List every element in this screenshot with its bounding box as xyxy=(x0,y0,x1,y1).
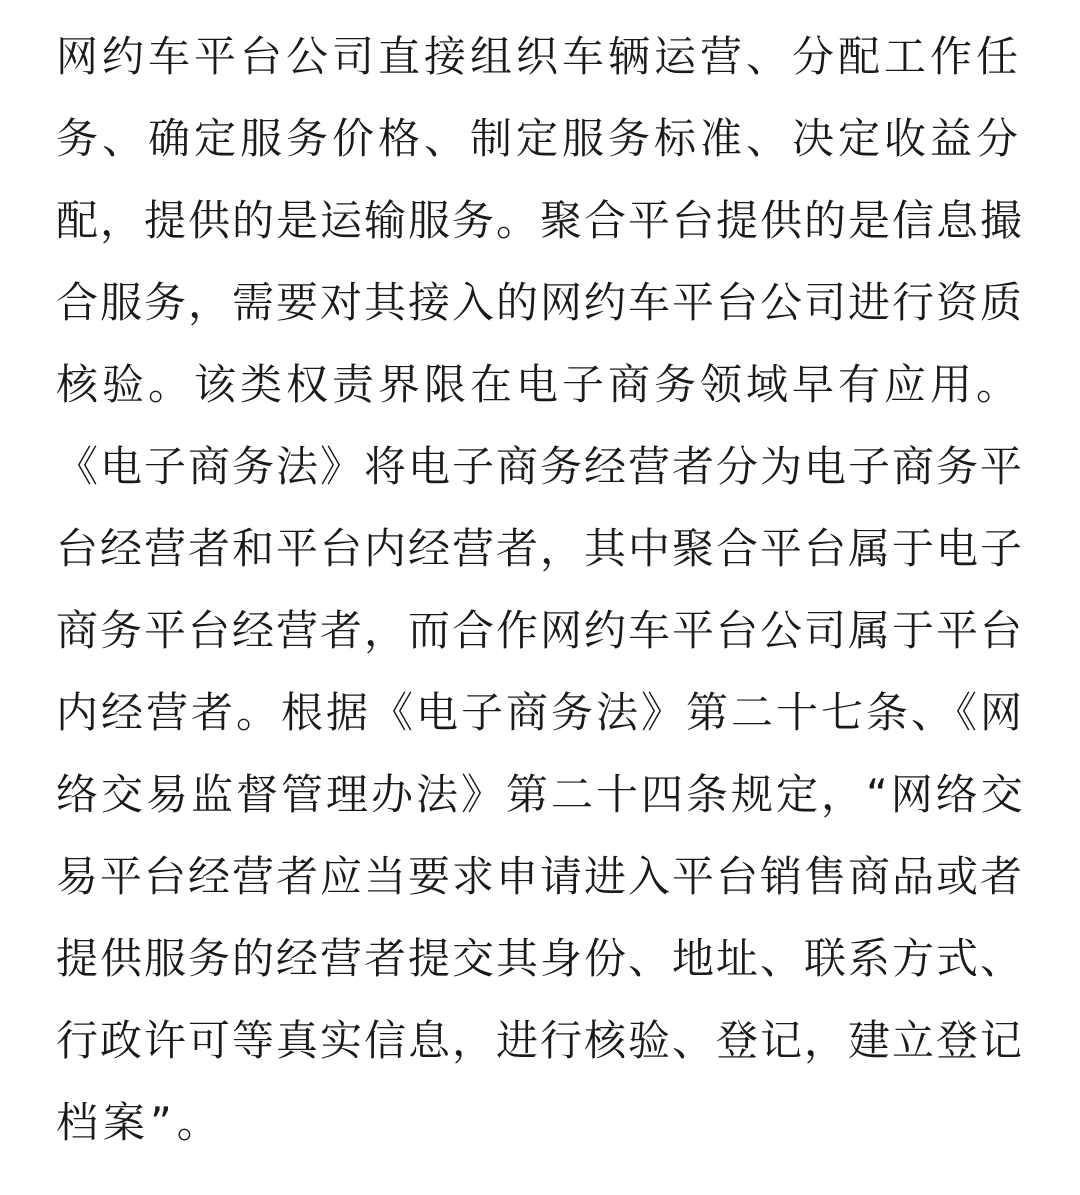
text-line: 《电子商务法》将电子商务经营者分为电子商务平 xyxy=(56,442,1025,491)
text-line: 务、确定服务价格、制定服务标准、决定收益分 xyxy=(56,114,1023,163)
text-line: 内经营者。根据《电子商务法》第二十七条、《网 xyxy=(56,688,1026,737)
text-line: 行政许可等真实信息，进行核验、登记，建立登记 xyxy=(56,1016,1025,1065)
text-line: 网约车平台公司直接组织车辆运营、分配工作任 xyxy=(56,32,1023,81)
text-line: 提供服务的经营者提交其身份、地址、联系方式、 xyxy=(56,934,1025,983)
text-line: 易平台经营者应当要求申请进入平台销售商品或者 xyxy=(56,852,1025,901)
text-line: 合服务，需要对其接入的网约车平台公司进行资质 xyxy=(56,278,1025,327)
text-line: 商务平台经营者，而合作网约车平台公司属于平台 xyxy=(56,606,1025,655)
text-line: 台经营者和平台内经营者，其中聚合平台属于电子 xyxy=(56,524,1025,573)
text-line: 核验。该类权责界限在电子商务领域早有应用。 xyxy=(56,360,1023,409)
text-line: 配，提供的是运输服务。聚合平台提供的是信息撮 xyxy=(56,196,1025,245)
text-line: 档案”。 xyxy=(56,1098,224,1147)
text-line: 络交易监督管理办法》第二十四条规定，“网络交 xyxy=(56,770,1026,819)
